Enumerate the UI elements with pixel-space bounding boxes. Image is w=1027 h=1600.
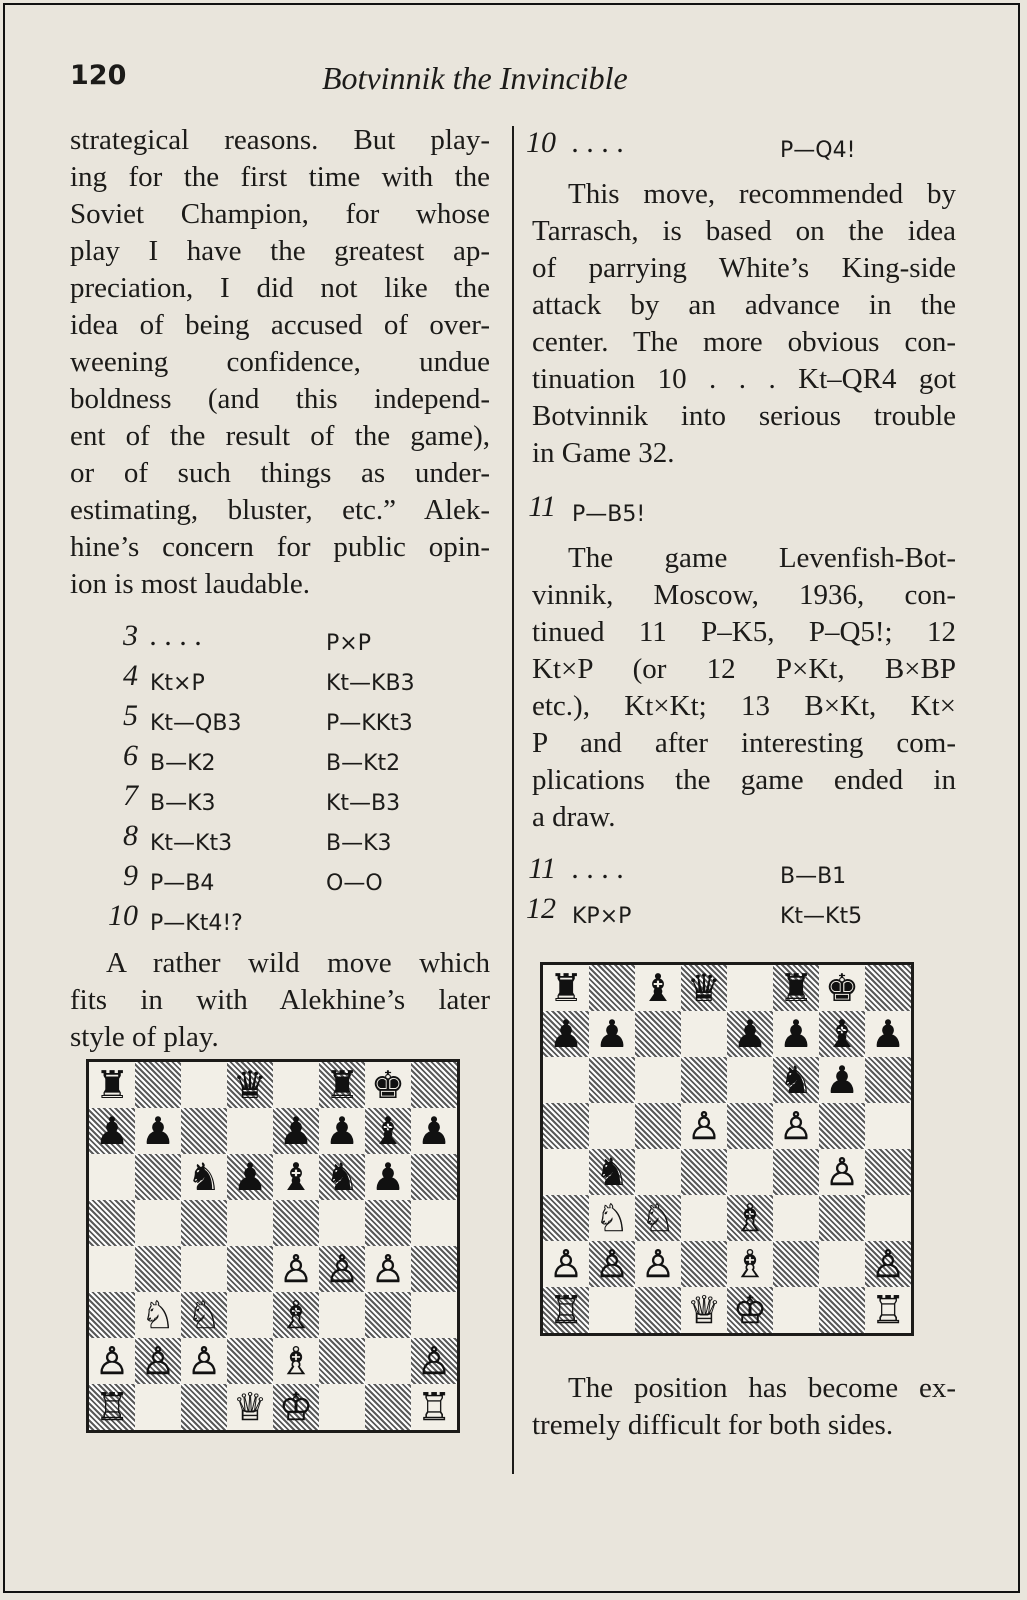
white-pawn-icon: ♙	[594, 1242, 630, 1286]
black-king-icon: ♚	[370, 1063, 406, 1107]
running-title: Botvinnik the Invincible	[322, 60, 628, 96]
move-row	[528, 848, 956, 889]
board-square	[589, 965, 635, 1011]
board-square	[227, 1108, 273, 1154]
board-square	[819, 1149, 865, 1195]
board-square	[727, 1011, 773, 1057]
board-square	[635, 1195, 681, 1241]
board-square	[411, 1292, 457, 1338]
move-white: Kt—Kt3	[150, 831, 233, 856]
black-bishop-icon: ♝	[640, 966, 676, 1010]
move-number: 3	[123, 619, 138, 652]
board-square	[727, 965, 773, 1011]
board-square	[865, 1103, 911, 1149]
white-rook-icon: ♖	[94, 1385, 130, 1429]
move-number: 11	[528, 490, 556, 523]
text-line: ion is most laudable.	[70, 568, 311, 600]
black-bishop-icon: ♝	[370, 1109, 406, 1153]
board-square	[819, 1195, 865, 1241]
black-pawn-icon: ♟	[594, 1012, 630, 1056]
text-line: Botvinnik into serious trouble	[532, 400, 956, 432]
chess-diagram-left	[86, 1059, 460, 1433]
white-rook-icon: ♖	[416, 1385, 452, 1429]
board-square	[273, 1062, 319, 1108]
text-line: Soviet Champion, for whose	[70, 198, 490, 230]
text-line: A rather wild move which	[106, 947, 490, 979]
white-bishop-icon: ♗	[732, 1242, 768, 1286]
board-square	[227, 1200, 273, 1246]
text-line: in Game 32.	[532, 437, 675, 469]
board-square	[135, 1338, 181, 1384]
text-line: strategical reasons. But play-	[70, 124, 490, 156]
board-square	[411, 1062, 457, 1108]
move-white: P—Kt4!?	[150, 911, 243, 936]
board-square	[773, 1195, 819, 1241]
board-square	[135, 1384, 181, 1430]
move-row	[526, 888, 956, 929]
board-square	[589, 1011, 635, 1057]
white-queen-icon: ♕	[686, 1288, 722, 1332]
white-pawn-icon: ♙	[370, 1247, 406, 1291]
black-queen-icon: ♛	[686, 966, 722, 1010]
text-line: tinuation 10 . . . Kt–QR4 got	[532, 363, 956, 395]
board-square	[89, 1338, 135, 1384]
board-square	[411, 1384, 457, 1430]
board-square	[273, 1154, 319, 1200]
text-line: a draw.	[532, 801, 616, 833]
text-line: style of play.	[70, 1021, 219, 1053]
white-knight-icon: ♘	[594, 1196, 630, 1240]
text-line: tremely difficult for both sides.	[532, 1409, 894, 1441]
move-black: P—KKt3	[326, 711, 413, 736]
move-white: P—B5!	[572, 502, 646, 527]
board-square	[635, 1241, 681, 1287]
left-column	[70, 122, 490, 1056]
board-square	[865, 1011, 911, 1057]
board-square	[181, 1200, 227, 1246]
board-square	[411, 1200, 457, 1246]
move-number: 6	[123, 739, 138, 772]
board-square	[589, 1195, 635, 1241]
board-square	[89, 1384, 135, 1430]
text-line: fits in with Alekhine’s later	[70, 984, 490, 1016]
white-pawn-icon: ♙	[324, 1247, 360, 1291]
black-pawn-icon: ♟	[548, 1012, 584, 1056]
board-square	[411, 1338, 457, 1384]
board-square	[181, 1384, 227, 1430]
board-square	[773, 965, 819, 1011]
black-pawn-icon: ♟	[232, 1155, 268, 1199]
move-row	[70, 655, 490, 695]
text-line: weening confidence, undue	[70, 346, 490, 378]
black-bishop-icon: ♝	[824, 1012, 860, 1056]
board-square	[865, 1195, 911, 1241]
white-bishop-icon: ♗	[278, 1293, 314, 1337]
board-square	[773, 1057, 819, 1103]
page-number: 120	[70, 60, 127, 91]
move-white: . . . .	[150, 619, 203, 652]
text-line: The game Levenfish-Bot-	[568, 542, 956, 574]
board-square	[543, 1057, 589, 1103]
board-square	[681, 1011, 727, 1057]
right-column	[526, 122, 956, 929]
black-knight-icon: ♞	[594, 1150, 630, 1194]
move-dots: . . . .	[572, 126, 625, 159]
board-square	[681, 1287, 727, 1333]
white-rook-icon: ♖	[548, 1288, 584, 1332]
text-line: tinued 11 P–K5, P–Q5!; 12	[532, 616, 956, 648]
black-rook-icon: ♜	[324, 1063, 360, 1107]
board-square	[635, 1149, 681, 1195]
move-number: 10	[526, 126, 556, 159]
move-row	[70, 895, 490, 935]
board-square	[727, 1241, 773, 1287]
board-square	[411, 1108, 457, 1154]
board-square	[365, 1200, 411, 1246]
white-pawn-icon: ♙	[640, 1242, 676, 1286]
move-row	[70, 735, 490, 775]
board-square	[365, 1108, 411, 1154]
board-square	[227, 1338, 273, 1384]
board-square	[365, 1062, 411, 1108]
black-pawn-icon: ♟	[278, 1109, 314, 1153]
white-pawn-icon: ♙	[94, 1339, 130, 1383]
board-square	[543, 1103, 589, 1149]
black-pawn-icon: ♟	[416, 1109, 452, 1153]
move-white: B—K3	[150, 791, 216, 816]
board-square	[319, 1338, 365, 1384]
black-pawn-icon: ♟	[140, 1109, 176, 1153]
black-pawn-icon: ♟	[324, 1109, 360, 1153]
board-square	[319, 1108, 365, 1154]
board-square	[135, 1154, 181, 1200]
board-square	[273, 1292, 319, 1338]
board-square	[89, 1200, 135, 1246]
board-square	[319, 1062, 365, 1108]
black-pawn-icon: ♟	[94, 1109, 130, 1153]
board-square	[227, 1062, 273, 1108]
text-line: attack by an advance in the	[532, 289, 956, 321]
black-queen-icon: ♛	[232, 1063, 268, 1107]
board-square	[681, 1195, 727, 1241]
board-square	[135, 1108, 181, 1154]
board-square	[589, 1149, 635, 1195]
right-paragraph-1	[532, 176, 956, 472]
black-king-icon: ♚	[824, 966, 860, 1010]
text-line: idea of being accused of over-	[70, 309, 490, 341]
board-square	[865, 1241, 911, 1287]
white-pawn-icon: ♙	[548, 1242, 584, 1286]
board-square	[227, 1292, 273, 1338]
board-square	[635, 1103, 681, 1149]
move-row	[70, 855, 490, 895]
black-rook-icon: ♜	[94, 1063, 130, 1107]
text-line: ing for the first time with the	[70, 161, 490, 193]
board-square	[181, 1338, 227, 1384]
board-square	[681, 1103, 727, 1149]
text-line: hine’s concern for public opin-	[70, 531, 490, 563]
chess-diagram-right	[540, 962, 914, 1336]
move-number: 5	[123, 699, 138, 732]
board-square	[635, 965, 681, 1011]
board-square	[365, 1246, 411, 1292]
text-line: Tarrasch, is based on the idea	[532, 215, 956, 247]
board-square	[727, 1195, 773, 1241]
move-number: 10	[108, 899, 138, 932]
black-knight-icon: ♞	[186, 1155, 222, 1199]
left-paragraph-2	[70, 945, 490, 1056]
board-square	[273, 1108, 319, 1154]
white-king-icon: ♔	[278, 1385, 314, 1429]
board-square	[319, 1384, 365, 1430]
white-king-icon: ♔	[732, 1288, 768, 1332]
board-square	[589, 1103, 635, 1149]
board-square	[227, 1154, 273, 1200]
board-square	[727, 1287, 773, 1333]
text-line: or of such things as under-	[70, 457, 490, 489]
board-square	[135, 1200, 181, 1246]
black-pawn-icon: ♟	[824, 1058, 860, 1102]
board-square	[773, 1011, 819, 1057]
board-square	[865, 1149, 911, 1195]
board-square	[89, 1292, 135, 1338]
board-square	[865, 1057, 911, 1103]
white-pawn-icon: ♙	[686, 1104, 722, 1148]
board-square	[227, 1246, 273, 1292]
right-move-list	[526, 848, 956, 929]
board-square	[273, 1384, 319, 1430]
white-bishop-icon: ♗	[732, 1196, 768, 1240]
move-black: P—Q4!	[780, 138, 856, 163]
board-square	[319, 1200, 365, 1246]
board-square	[181, 1292, 227, 1338]
board-square	[365, 1338, 411, 1384]
text-line: play I have the greatest ap-	[70, 235, 490, 267]
black-rook-icon: ♜	[778, 966, 814, 1010]
board-square	[543, 1287, 589, 1333]
board-square	[181, 1154, 227, 1200]
black-pawn-icon: ♟	[870, 1012, 906, 1056]
board-square	[727, 1103, 773, 1149]
white-pawn-icon: ♙	[778, 1104, 814, 1148]
move-black: Kt—B3	[326, 791, 401, 816]
board-square	[89, 1154, 135, 1200]
board-square	[819, 1057, 865, 1103]
white-pawn-icon: ♙	[416, 1339, 452, 1383]
board-square	[681, 1241, 727, 1287]
move-row	[70, 695, 490, 735]
board-square	[135, 1062, 181, 1108]
board-square	[635, 1057, 681, 1103]
board-square	[635, 1011, 681, 1057]
board-square	[543, 1149, 589, 1195]
board-square	[543, 1241, 589, 1287]
white-knight-icon: ♘	[640, 1196, 676, 1240]
board-square	[319, 1292, 365, 1338]
move-black: O—O	[326, 871, 383, 896]
black-pawn-icon: ♟	[370, 1155, 406, 1199]
column-divider	[512, 126, 514, 1474]
move-row-11-white	[528, 486, 956, 527]
board-square	[773, 1149, 819, 1195]
board-square	[589, 1241, 635, 1287]
board-square	[411, 1246, 457, 1292]
board-square	[727, 1057, 773, 1103]
move-white: P—B4	[150, 871, 215, 896]
white-knight-icon: ♘	[140, 1293, 176, 1337]
move-black: B—Kt2	[326, 751, 401, 776]
text-line: P and after interesting com-	[532, 727, 956, 759]
right-paragraph-3	[532, 1370, 956, 1444]
board-square	[365, 1154, 411, 1200]
black-knight-icon: ♞	[778, 1058, 814, 1102]
board-square	[773, 1287, 819, 1333]
board-square	[89, 1246, 135, 1292]
text-line: plications the game ended in	[532, 764, 956, 796]
board-square	[543, 965, 589, 1011]
board-square	[773, 1241, 819, 1287]
move-number: 7	[123, 779, 138, 812]
white-rook-icon: ♖	[870, 1288, 906, 1332]
black-pawn-icon: ♟	[732, 1012, 768, 1056]
text-line: The position has become ex-	[568, 1372, 956, 1404]
board-square	[681, 965, 727, 1011]
black-pawn-icon: ♟	[778, 1012, 814, 1056]
move-black: B—B1	[780, 864, 847, 889]
text-line: etc.), Kt×Kt; 13 B×Kt, Kt×	[532, 690, 956, 722]
board-square	[365, 1384, 411, 1430]
right-paragraph-2	[532, 540, 956, 836]
white-pawn-icon: ♙	[870, 1242, 906, 1286]
board-square	[543, 1195, 589, 1241]
move-white: Kt—QB3	[150, 711, 242, 736]
board-square	[819, 1241, 865, 1287]
move-white: . . . .	[572, 852, 625, 885]
move-row	[70, 615, 490, 655]
move-row-10-black	[526, 122, 956, 163]
board-square	[89, 1108, 135, 1154]
board-square	[227, 1384, 273, 1430]
board-square	[819, 1287, 865, 1333]
board-square	[819, 1103, 865, 1149]
white-pawn-icon: ♙	[824, 1150, 860, 1194]
text-line: ent of the result of the game),	[70, 420, 490, 452]
board-square	[181, 1108, 227, 1154]
move-black: B—K3	[326, 831, 392, 856]
board-square	[411, 1154, 457, 1200]
move-number: 9	[123, 859, 138, 892]
move-number: 11	[528, 852, 556, 885]
move-row	[70, 775, 490, 815]
move-black: P×P	[326, 631, 371, 656]
board-square	[319, 1246, 365, 1292]
text-line: This move, recommended by	[568, 178, 956, 210]
white-bishop-icon: ♗	[278, 1339, 314, 1383]
text-line: boldness (and this independ-	[70, 383, 490, 415]
text-line: Kt×P (or 12 P×Kt, B×BP	[532, 653, 956, 685]
black-bishop-icon: ♝	[278, 1155, 314, 1199]
white-knight-icon: ♘	[186, 1293, 222, 1337]
board-square	[135, 1246, 181, 1292]
board-square	[865, 965, 911, 1011]
board-square	[819, 965, 865, 1011]
move-number: 4	[123, 659, 138, 692]
board-square	[89, 1062, 135, 1108]
board-square	[589, 1057, 635, 1103]
board-square	[773, 1103, 819, 1149]
text-line: center. The more obvious con-	[532, 326, 956, 358]
white-pawn-icon: ♙	[186, 1339, 222, 1383]
board-square	[273, 1338, 319, 1384]
board-square	[135, 1292, 181, 1338]
left-move-list	[70, 615, 490, 935]
board-square	[319, 1154, 365, 1200]
move-number: 8	[123, 819, 138, 852]
board-square	[727, 1149, 773, 1195]
text-line: of parrying White’s King-side	[532, 252, 956, 284]
board-square	[865, 1287, 911, 1333]
board-square	[681, 1149, 727, 1195]
move-number: 12	[526, 892, 556, 925]
move-white: B—K2	[150, 751, 216, 776]
black-knight-icon: ♞	[324, 1155, 360, 1199]
white-queen-icon: ♕	[232, 1385, 268, 1429]
move-row	[70, 815, 490, 855]
board-square	[181, 1062, 227, 1108]
board-square	[365, 1292, 411, 1338]
board-square	[273, 1200, 319, 1246]
move-white: KP×P	[572, 904, 632, 929]
left-paragraph-1	[70, 122, 490, 603]
white-pawn-icon: ♙	[140, 1339, 176, 1383]
board-square	[543, 1011, 589, 1057]
board-square	[589, 1287, 635, 1333]
move-black: Kt—Kt5	[780, 904, 863, 929]
board-square	[181, 1246, 227, 1292]
board-square	[273, 1246, 319, 1292]
board-square	[635, 1287, 681, 1333]
board-square	[681, 1057, 727, 1103]
white-pawn-icon: ♙	[278, 1247, 314, 1291]
text-line: vinnik, Moscow, 1936, con-	[532, 579, 956, 611]
black-rook-icon: ♜	[548, 966, 584, 1010]
text-line: estimating, bluster, etc.” Alek-	[70, 494, 490, 526]
move-white: Kt×P	[150, 671, 205, 696]
board-square	[819, 1011, 865, 1057]
text-line: preciation, I did not like the	[70, 272, 490, 304]
move-black: Kt—KB3	[326, 671, 415, 696]
